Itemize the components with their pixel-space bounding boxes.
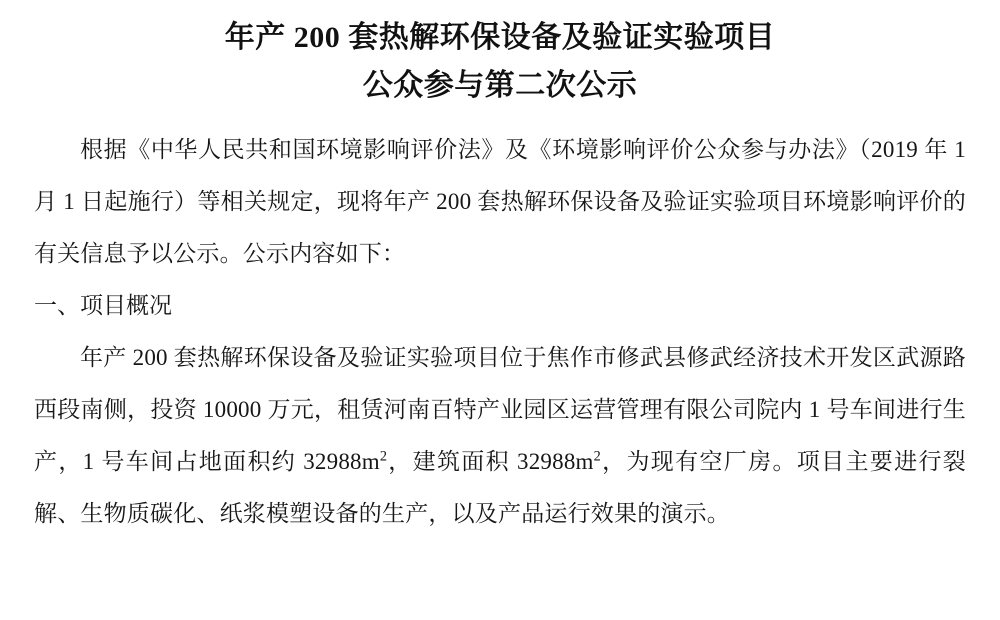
section-one-text-part-2: ，建筑面积 32988m (387, 449, 594, 474)
area-superscript-2: 2 (593, 448, 601, 465)
page-title (34, 14, 966, 110)
section-one-text-part-3: ，为现有空厂房。项目主要进行裂解、生物质碳化、纸浆模塑设备的生产，以及产品运行效果的演示。 (34, 449, 966, 526)
area-superscript-1: 2 (379, 448, 388, 465)
intro-paragraph: 根据《中华人民共和国环境影响评价法》及《环境影响评价公众参与办法》（2019 年 1 月 1 日起施行）等相关规定，现将年产 200 套热解环保设备及验证实验项目环境影响评价的有关信息予以公示。公示内容如下： (34, 137, 966, 266)
page-title-line-1: 年产 200 套热解环保设备及验证实验项目 (224, 21, 776, 54)
page-title-line-2: 公众参与第二次公示 (362, 69, 638, 102)
section-one-paragraph (34, 332, 966, 540)
title-block (34, 14, 966, 110)
section-one-text-part-1: 年产 200 套热解环保设备及验证实验项目位于焦作市修武县修武经济技术开发区武源路西段南侧，投资 10000 万元，租赁河南百特产业园区运营管理有限公司院内 1 号车间进行生产，1 号车间占地面积约 32988m (34, 345, 966, 474)
section-one-heading: 一、项目概况 (34, 293, 172, 318)
